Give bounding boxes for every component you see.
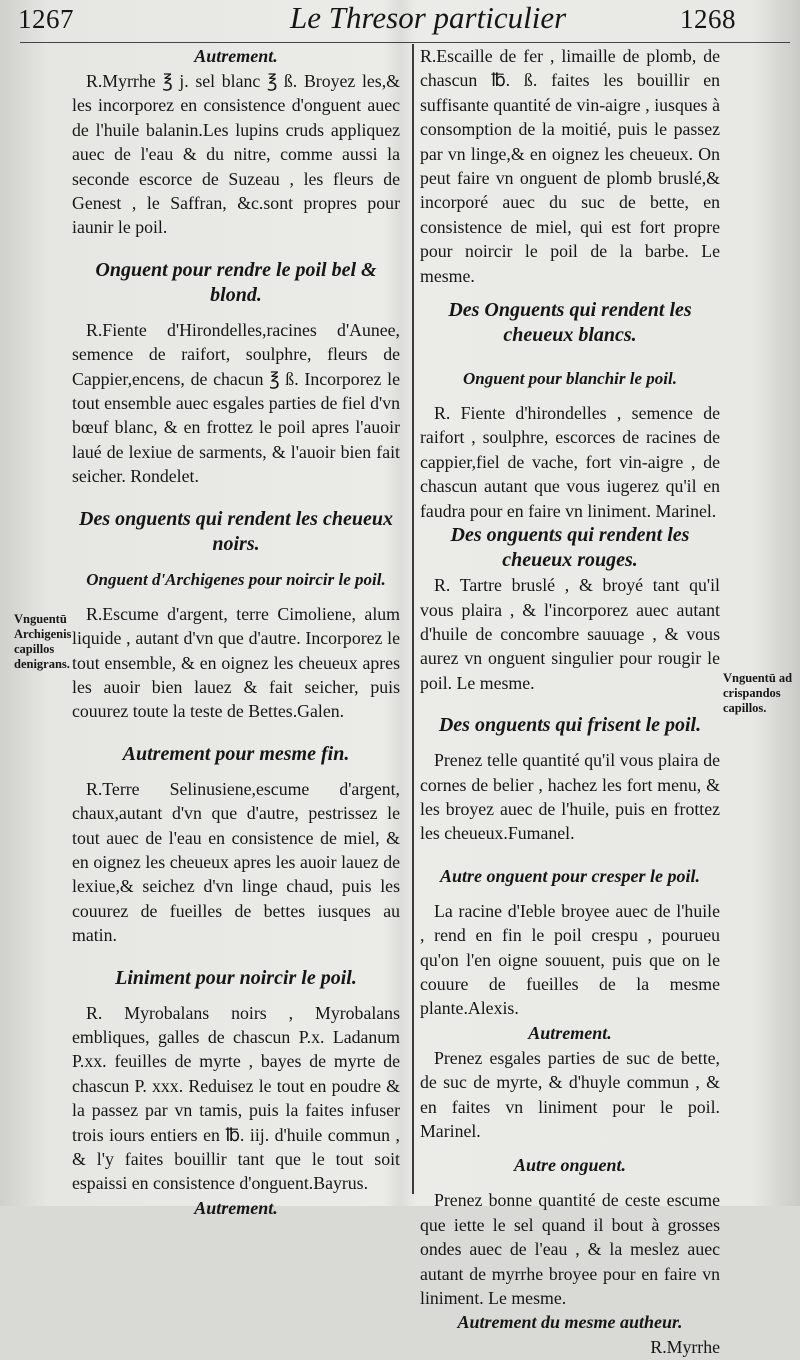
heading-onguent-bel-blond: Onguent pour rendre le poil bel & blond. [95, 258, 377, 306]
heading-cheueux-blancs: Des Onguents qui rendent les cheueux blancs. [448, 299, 692, 347]
margin-note-right: Vnguentū ad crispandos capillos. [723, 671, 793, 715]
right-column [420, 44, 720, 1360]
heading-autre-onguent: Autre onguent. [513, 1155, 627, 1176]
running-title: Le Thresor particulier [290, 0, 567, 35]
paragraph: R.Myrrhe ℥ j. sel blanc ℥ ß. Broyez les,& les incorporez en consistence d'onguent auec de l'huile balanin.Les lupins cruds appliquez auec de l'eau & du nitre, comme aussi la seconde escorce de Suzeau , les fleurs de Genest , le Saffran, &c.sont propres pour iaunir le poil. [72, 71, 400, 238]
heading-cresper: Autre onguent pour cresper le poil. [439, 865, 701, 886]
header-rule [20, 42, 790, 43]
heading-autrement-mesme-fin: Autrement pour mesme fin. [122, 742, 350, 765]
heading-autrement: Autrement. [194, 46, 278, 66]
heading-archigenes: Onguent d'Archigenes pour noircir le poil. [86, 569, 386, 589]
paragraph: Prenez esgales parties de suc de bette, de suc de myrte, & d'huyle commun , & en faites vn liniment pour le poil. Marinel. [420, 1047, 720, 1141]
heading-frisent: Des onguents qui frisent le poil. [438, 714, 702, 737]
running-head [0, 0, 800, 44]
paragraph: R. Tartre bruslé , & broyé tant qu'il vous plaira , & l'incorporez auec autant d'huile de concombre sauuage , & vous aurez vn onguent singulier pour rougir le poil. Le mesme. [420, 575, 720, 693]
margin-note-left: Vnguentū Archigenis capillos denigrans. [14, 612, 72, 671]
heading-autrement: Autrement. [528, 1022, 612, 1043]
paragraph: La racine d'Ieble broyee auec de l'huile , rend en fin le poil crespu , pourueu qu'on l'en oigne souuent, puis que on le couure de fueilles de la mesme plante.Alexis. [420, 900, 720, 1019]
heading-liniment-noircir: Liniment pour noircir le poil. [115, 966, 357, 989]
paragraph: R. Fiente d'hirondelles , semence de raifort , soulphre, escorces de racines de cappier,fiel de vache, fort vin-aigre , de chascun autant que vous iugerez qu'il en faudra pour en faire vn liniment. Marinel. [420, 403, 720, 521]
heading-autrement-mesme-autheur: Autrement du mesme autheur. [457, 1312, 683, 1333]
heading-autrement: Autrement. [194, 1197, 278, 1218]
paragraph: Prenez bonne quantité de ceste escume que iette le sel quand il bout à grosses ondes auec de l'eau , & la meslez auec autant de myrrhe broyee pour en faire vn liniment. Le mesme. [420, 1190, 720, 1309]
heading-cheueux-noirs: Des onguents qui rendent les cheueux noirs. [79, 507, 393, 555]
paragraph: R.Terre Selinusiene,escume d'argent, chaux,autant d'vn que d'autre, pestrissez le tout auec de l'eau en consistence de miel, & en oignez les cheueux apres les auoir lauez de lexiue,& seichez d'vn linge chaud, puis les couurez de fueilles de bettes iusques au matin. [72, 778, 400, 946]
paragraph: R.Escume d'argent, terre Cimoliene, alum liquide , autant d'vn que d'autre. Incorporez le tout ensemble, & en oignez les cheueux apres les auoir bien lauez & fait seicher, puis couurez toute la teste de Bettes.Galen. [72, 603, 400, 722]
paragraph: Prenez telle quantité qu'il vous plaira de cornes de belier , hachez les fort menu, & les broyez auec de l'huile, puis en frottez les cheueux.Fumanel. [420, 750, 720, 844]
paragraph: R. Myrobalans noirs , Myrobalans embliques, galles de chascun P.x. Ladanum P.xx. feuilles de myrte , bayes de myrte de chascun P. xxx. Reduisez le tout en poudre & la passez par vn tamis, puis la faites infuser trois iours entiers en ℔. iij. d'huile commun , & l'y faites bouillir tant que le tout soit espaissi en consistence d'onguent.Bayrus. [72, 1002, 400, 1194]
heading-blanchir: Onguent pour blanchir le poil. [463, 369, 677, 389]
left-column [72, 44, 400, 1221]
page-number-right: 1268 [680, 4, 736, 34]
page-number-left: 1267 [18, 4, 74, 34]
catchword: R.Myrrhe [650, 1337, 720, 1358]
heading-cheueux-rouges: Des onguents qui rendent les cheueux rouges. [450, 524, 690, 572]
paragraph: R.Escaille de fer , limaille de plomb, de chascun ℔. ß. faites les bouillir en suffisante quantité de vin-aigre , iusques à consomption de la moitié, puis le passez par vn linge,& en oignez les cheueux. On peut faire vn onguent de plomb bruslé,& incorporé auec du suc de bette, en consistence de miel, qui est fort propre pour noircir le poil de la barbe. Le mesme. [420, 46, 720, 286]
paragraph: R.Fiente d'Hirondelles,racines d'Aunee, semence de raifort, soulphre, fleurs de Cappier,encens, de chacun ℥ ß. Incorporez le tout ensemble auec esgales parties de fiel d'vn bœuf blanc, & en frottez le poil apres l'auoir laué de lexiue de sarments, & l'auoir bien fait seicher. Rondelet. [72, 319, 400, 487]
column-divider [412, 44, 414, 1194]
